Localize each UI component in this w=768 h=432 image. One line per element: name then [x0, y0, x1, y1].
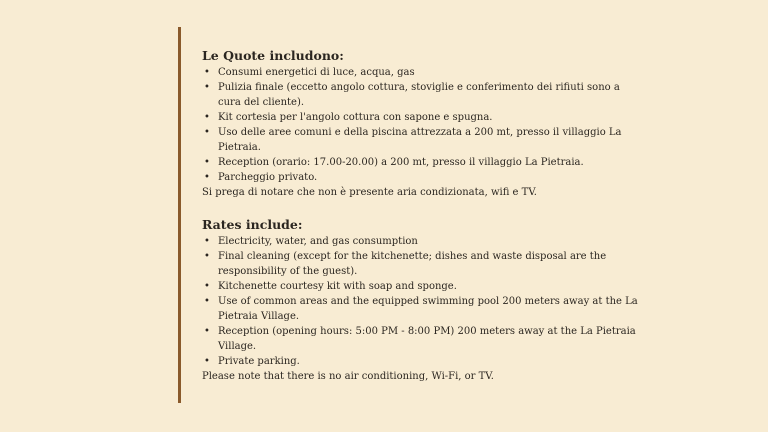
bullet-icon: •	[204, 251, 210, 262]
list-item-text: Pulizia finale (eccetto angolo cottura, stoviglie e conferimento dei rifiuti sono a cura del cliente).	[218, 82, 620, 108]
italian-note: Si prega di notare che non è presente aria condizionata, wifi e TV.	[202, 187, 537, 198]
list-item-text: Electricity, water, and gas consumption	[218, 236, 418, 247]
list-item	[202, 249, 642, 279]
list-item	[202, 110, 642, 125]
list-item-text: Uso delle aree comuni e della piscina attrezzata a 200 mt, presso il villaggio La Pietraia.	[218, 127, 622, 153]
list-item	[202, 155, 642, 170]
list-item-text: Private parking.	[218, 356, 300, 367]
bullet-icon: •	[204, 67, 210, 78]
list-item-text: Reception (opening hours: 5:00 PM - 8:00 PM) 200 meters away at the La Pietraia Village.	[218, 326, 636, 352]
rates-content	[202, 48, 642, 384]
list-item	[202, 65, 642, 80]
list-item-text: Parcheggio privato.	[218, 172, 318, 183]
bullet-icon: •	[204, 296, 210, 307]
italian-heading: Le Quote includono:	[202, 48, 344, 63]
english-rates-section	[202, 217, 642, 384]
list-item-text: Final cleaning (except for the kitchenette; dishes and waste disposal are the responsibility of the guest).	[218, 251, 607, 277]
bullet-icon: •	[204, 82, 210, 93]
english-list	[202, 234, 642, 369]
bullet-icon: •	[204, 356, 210, 367]
bullet-icon: •	[204, 236, 210, 247]
list-item	[202, 354, 642, 369]
list-item-text: Use of common areas and the equipped swimming pool 200 meters away at the La Pietraia Village.	[218, 296, 638, 322]
list-item	[202, 294, 642, 324]
bullet-icon: •	[204, 326, 210, 337]
list-item-text: Consumi energetici di luce, acqua, gas	[218, 67, 415, 78]
list-item-text: Kit cortesia per l'angolo cottura con sapone e spugna.	[218, 112, 493, 123]
list-item	[202, 279, 642, 294]
list-item	[202, 80, 642, 110]
english-heading: Rates include:	[202, 217, 303, 232]
bullet-icon: •	[204, 112, 210, 123]
list-item	[202, 125, 642, 155]
list-item-text: Kitchenette courtesy kit with soap and sponge.	[218, 281, 457, 292]
list-item	[202, 170, 642, 185]
bullet-icon: •	[204, 172, 210, 183]
list-item	[202, 324, 642, 354]
bullet-icon: •	[204, 281, 210, 292]
italian-list	[202, 65, 642, 185]
list-item-text: Reception (orario: 17.00-20.00) a 200 mt, presso il villaggio La Pietraia.	[218, 157, 584, 168]
vertical-divider-rule	[178, 27, 181, 403]
list-item	[202, 234, 642, 249]
english-note: Please note that there is no air conditioning, Wi-Fi, or TV.	[202, 371, 494, 382]
bullet-icon: •	[204, 127, 210, 138]
bullet-icon: •	[204, 157, 210, 168]
italian-rates-section	[202, 48, 642, 200]
